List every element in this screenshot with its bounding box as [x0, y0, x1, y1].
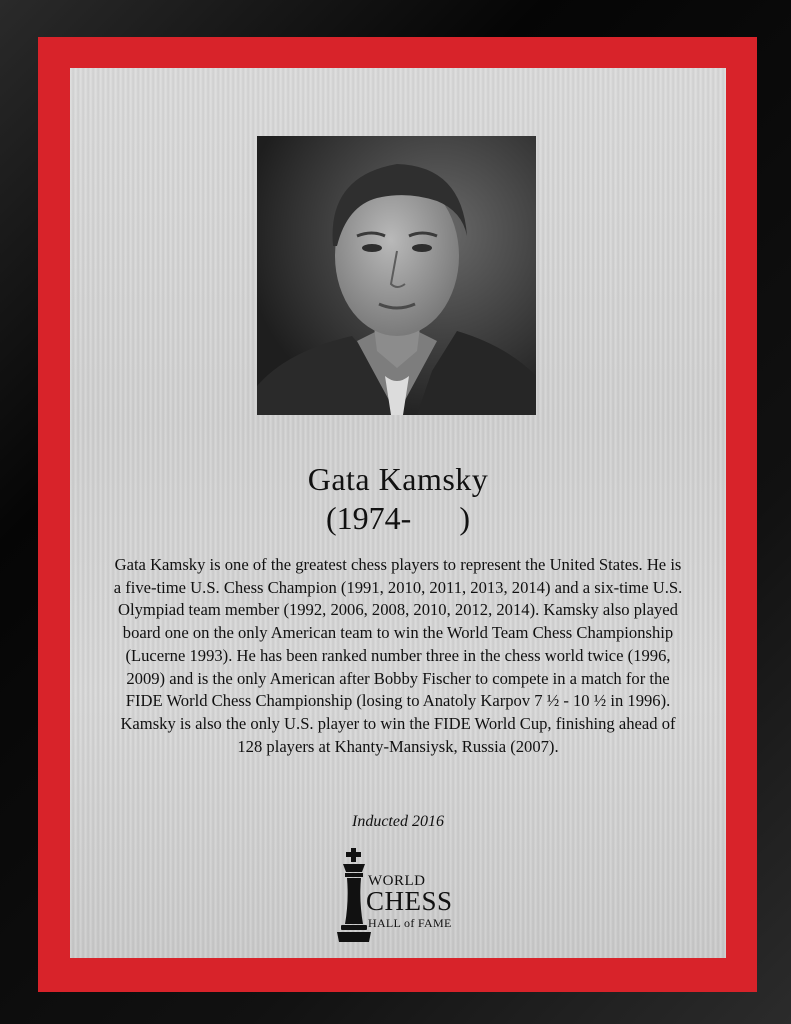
plaque-plate	[70, 68, 726, 958]
logo-chess-text: CHESS	[366, 886, 453, 916]
portrait-image	[257, 136, 536, 415]
biography-text: Gata Kamsky is one of the greatest chess players to represent the United States. He is a five-time U.S. Chess Champion (1991, 2010, 2011, 2013, 2014) and a six-time U.S. Olympiad team member (1992, 2006, 2008, 2010, 2012, 2014). Kamsky also played board one on the only American team to win the World Team Chess Championship (Lucerne 1993). He has been ranked number three in the chess world twice (1996, 2009) and is the only American after Bobby Fischer to compete in a match for the FIDE World Chess Championship (losing to Anatoly Karpov 7 ½ - 10 ½ in 1996). Kamsky is also the only U.S. player to win the FIDE World Cup, finishing ahead of 128 players at Khanty-Mansiysk, Russia (2007).	[113, 555, 683, 756]
portrait-photo	[257, 136, 536, 415]
inductee-years: (1974- )	[326, 500, 470, 536]
logo-hall-text: HALL of FAME	[368, 916, 452, 930]
world-chess-hall-of-fame-logo	[334, 846, 464, 946]
logo-world-text: WORLD	[368, 873, 426, 889]
inductee-name: Gata Kamsky	[307, 461, 489, 497]
inducted-year: Inducted 2016	[352, 813, 444, 830]
